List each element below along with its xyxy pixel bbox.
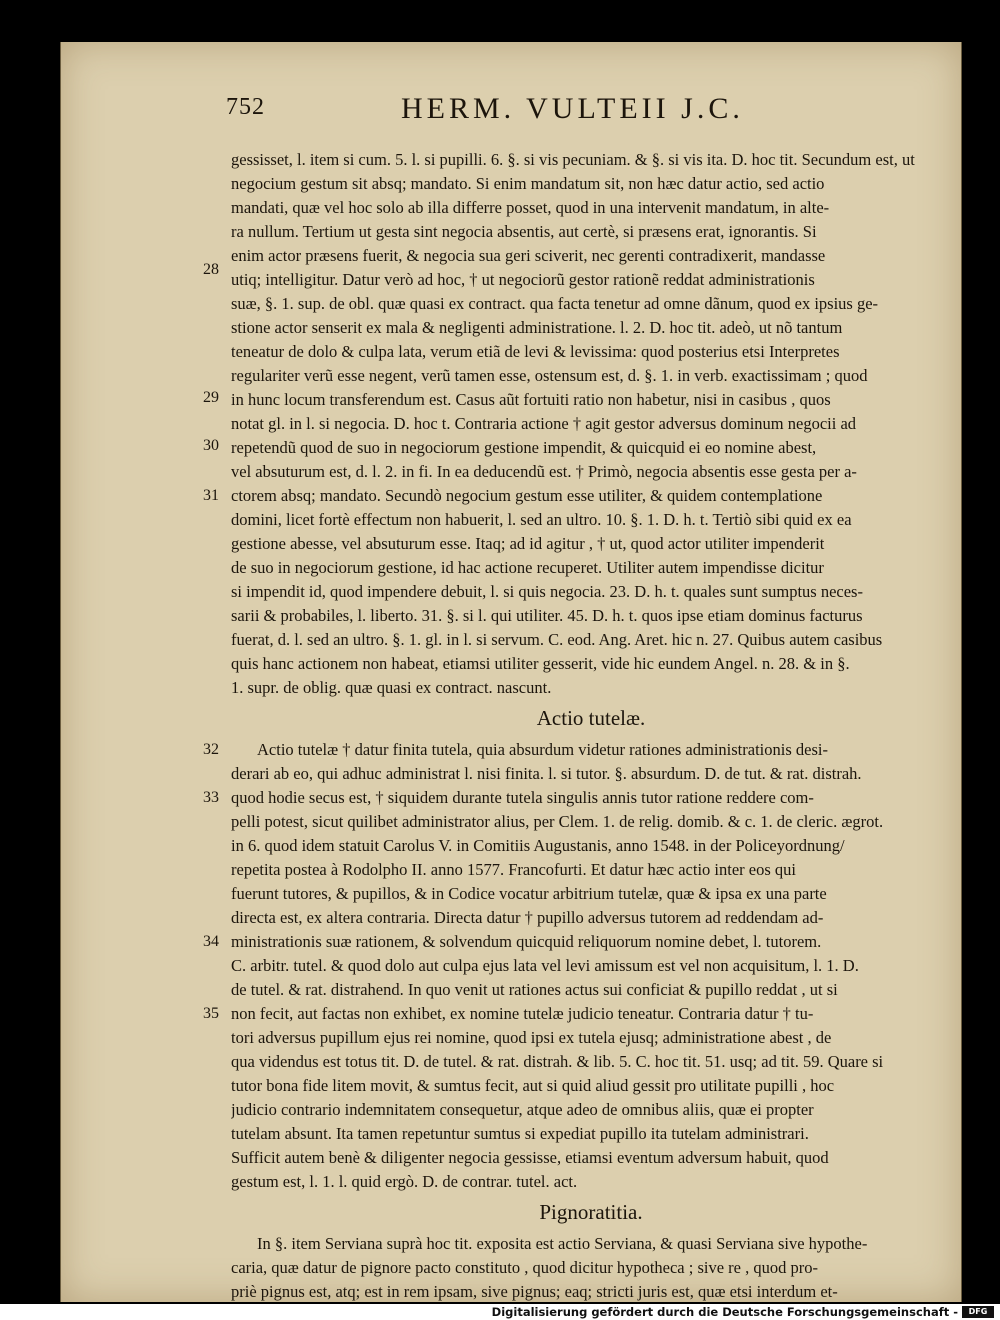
text-line: stione actor senserit ex mala & negligenti administratione. l. 2. D. hoc tit. adeò, ut nõ tantum	[231, 318, 843, 337]
text-line: teneatur de dolo & culpa lata, verum etiã de levi & levissima: quod posterius etsi Interpretes	[231, 342, 840, 361]
text-line: notat gl. in l. si negocia. D. hoc t. Contraria actione † agit gestor adversus dominum negocii ad	[231, 414, 857, 433]
text-line: repetita postea à Rodolpho II. anno 1577. Francofurti. Et datur hæc actio inter eos qui	[231, 860, 796, 879]
margin-number: 32	[203, 741, 219, 758]
text-line: judicio contrario indemnitatem consequetur, atque adeo de omnibus aliis, quæ ei propter	[231, 1100, 814, 1119]
text-line: ministrationis suæ rationem, & solvendum quicquid reliquorum nomine debet, l. tutorem.	[231, 932, 822, 951]
running-title: HERM. VULTEII J.C.	[401, 92, 744, 125]
text-line: tori adversus pupillum ejus rei nomine, quod ipsi ex tutela ejusq; administratione abest , de	[231, 1028, 832, 1047]
book-page	[60, 42, 962, 1302]
text-line: pelli potest, sicut quilibet administrator alius, per Clem. 1. de relig. domib. & c. 1. de cleric. ægrot.	[231, 812, 884, 831]
page-number: 752	[226, 94, 265, 120]
footer-credit-text: Digitalisierung gefördert durch die Deutsche Forschungsgemeinschaft -	[491, 1305, 958, 1319]
margin-number: 28	[203, 261, 219, 278]
text-line: Actio tutelæ † datur finita tutela, quia absurdum videtur rationes administrationis desi-	[257, 740, 828, 759]
text-line: directa est, ex altera contraria. Directa datur † pupillo adversus tutorem ad reddendam ad-	[231, 908, 824, 927]
text-line: C. arbitr. tutel. & quod dolo aut culpa ejus lata vel levi amissum est vel non acquisitum, l. 1. D.	[231, 956, 859, 975]
text-line: gestum est, l. 1. l. quid ergò. D. de contrar. tutel. act.	[231, 1172, 578, 1191]
margin-number: 31	[203, 487, 219, 504]
text-line: fuerunt tutores, & pupillos, & in Codice vocatur arbitrium tutelæ, quæ & ipsa ex una parte	[231, 884, 827, 903]
text-line: domini, licet fortè effectum non habuerit, l. sed an ultro. 10. §. 1. D. h. t. Tertiò sibi quid ex ea	[231, 510, 852, 529]
text-line: si impendit id, quod impendere debuit, l. si quis negocia. 23. D. h. t. quales sunt sumptus neces-	[231, 582, 863, 601]
digitization-footer	[0, 1304, 1000, 1320]
text-line: in 6. quod idem statuit Carolus V. in Comitiis Augustanis, anno 1548. in der Policeyordnung/	[231, 836, 845, 855]
margin-number: 33	[203, 789, 219, 806]
text-line: Sufficit autem benè & diligenter negocia gessisse, etiamsi eventum adversum habuit, quod	[231, 1148, 829, 1167]
text-line: ctorem absq; mandato. Secundò negocium gestum esse utiliter, & quidem contemplatione	[231, 486, 823, 505]
text-line: sarii & probabiles, l. liberto. 31. §. si l. qui utiliter. 45. D. h. t. quos ipse etiam dominus facturus	[231, 606, 863, 625]
text-line: tutor bona fide litem movit, & sumtus fecit, aut si quid aliud gessit pro utilitate pupilli , hoc	[231, 1076, 835, 1095]
text-line: de tutel. & rat. distrahend. In quo venit ut rationes actus sui conficiat & pupillo reddat , ut si	[231, 980, 838, 999]
text-line: utiq; intelligitur. Datur verò ad hoc, † ut negociorũ gestor rationẽ reddat administrationis	[231, 270, 815, 289]
text-line: in hunc locum transferendum est. Casus aũt fortuiti ratio non habetur, nisi in casibus , quos	[231, 390, 831, 409]
text-line: fuerat, d. l. sed an ultro. §. 1. gl. in l. si servum. C. eod. Ang. Aret. hic n. 27. Quibus autem casibus	[231, 630, 883, 649]
text-line: de suo in negociorum gestione, id hac actione recuperet. Utiliter autem impendisse dicitur	[231, 558, 824, 577]
text-line: In §. item Serviana suprà hoc tit. exposita est actio Serviana, & quasi Serviana sive hypothe-	[257, 1234, 868, 1253]
text-line: vel absuturum est, d. l. 2. in fi. In ea deducendũ est. † Primò, negocia absentis esse gesta per a-	[231, 462, 857, 481]
text-line: priè pignus est, atq; est in rem ipsam, sive pignus; eaq; stricti juris est, quæ etsi interdum et-	[231, 1282, 838, 1301]
text-line: quod hodie secus est, † siquidem durante tutela singulis annis tutor ratione reddere com-	[231, 788, 814, 807]
text-line: gestione abesse, vel absuturum esse. Itaq; ad id agitur , † ut, quod actor utiliter impenderit	[231, 534, 825, 553]
section-heading-pignoratitia: Pignoratitia.	[539, 1200, 643, 1224]
text-line: regulariter verũ esse negent, verũ tamen esse, ostensum est, d. §. 1. in verb. exactissimam ; quod	[231, 366, 868, 385]
text-line: suæ, §. 1. sup. de obl. quæ quasi ex contract. qua facta tenetur ad omne dãnum, quod ex ipsius ge-	[231, 294, 879, 313]
text-line: negocium gestum sit absq; mandato. Si enim mandatum sit, non hæc datur actio, sed actio	[231, 174, 825, 193]
margin-number: 29	[203, 389, 219, 406]
page-header	[61, 94, 961, 134]
dfg-logo-icon: DFG	[962, 1306, 994, 1318]
text-line: mandati, quæ vel hoc solo ab illa differre posset, quod in una intervenit mandatum, in alte-	[231, 198, 830, 217]
text-line: ra nullum. Tertium ut gesta sint negocia absentis, aut certè, si præsens erat, ignorantis. Si	[231, 222, 817, 241]
text-line: enim actor præsens fuerit, & negocia sua geri sciverit, nec gerenti contradixerit, mandasse	[231, 246, 826, 265]
text-line: quis hanc actionem non habeat, etiamsi utiliter gesserit, vide hic eundem Angel. n. 28. & in §.	[231, 654, 850, 673]
text-line: repetendũ quod de suo in negociorum gestione impendit, & quicquid ei eo nomine abest,	[231, 438, 817, 457]
text-line: gessisset, l. item si cum. 5. l. si pupilli. 6. §. si vis pecuniam. & §. si vis ita. D. hoc tit. Secundum est, ut	[231, 150, 915, 169]
margin-number: 35	[203, 1005, 219, 1022]
text-line: derari ab eo, qui adhuc administrat l. nisi finita. l. si tutor. §. absurdum. D. de tut. & rat. distrah.	[231, 764, 862, 783]
text-line: caria, quæ datur de pignore pacto constituto , quod dicitur hypotheca ; sive re , quod pro-	[231, 1258, 818, 1277]
text-line: tutelam absunt. Ita tamen repetuntur sumtus si expediat pupillo ita tutelam administrari.	[231, 1124, 809, 1143]
margin-number: 34	[203, 933, 219, 950]
text-line: qua videndus est totus tit. D. de tutel. & rat. distrah. & lib. 5. C. hoc tit. 51. usq; ad tit. 59. Quare si	[231, 1052, 884, 1071]
text-line: 1. supr. de oblig. quæ quasi ex contract. nascunt.	[231, 678, 552, 697]
text-line: non fecit, aut factas non exhibet, ex nomine tutelæ judicio teneatur. Contraria datur † tu-	[231, 1004, 814, 1023]
margin-number: 30	[203, 437, 219, 454]
section-heading-actio-tutelae: Actio tutelæ.	[536, 706, 646, 730]
